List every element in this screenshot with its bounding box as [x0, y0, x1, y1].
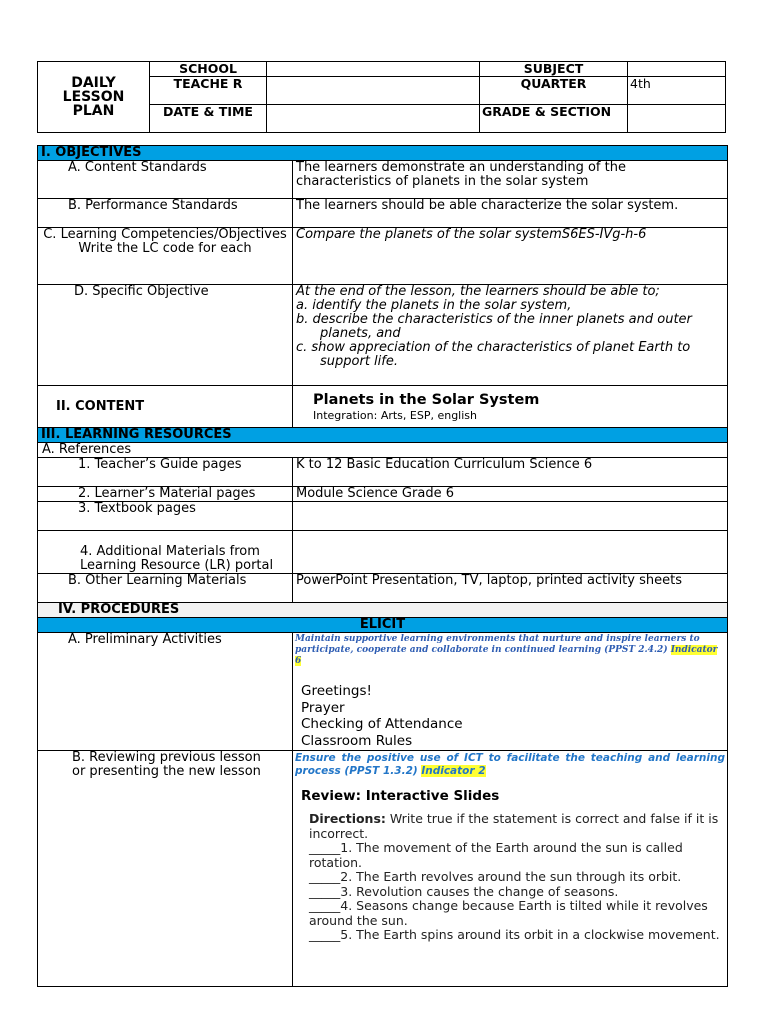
lesson-plan-table	[37, 145, 728, 987]
specific-objective-intro: At the end of the lesson, the learners should be able to;	[296, 284, 660, 299]
preliminary-item: Prayer	[301, 699, 345, 716]
review-statement: _____2. The Earth revolves around the sun through its orbit.	[309, 869, 682, 884]
date-time-value	[267, 105, 480, 133]
teacher-value	[267, 77, 480, 105]
subject-label: SUBJECT	[480, 62, 628, 77]
specific-objective-item: c. show appreciation of the characteristics of planet Earth to support life.	[296, 340, 691, 369]
specific-objective-item: b. describe the characteristics of the inner planets and outer planets, and	[296, 312, 692, 341]
textbook-label: 3. Textbook pages	[38, 502, 293, 531]
learners-material-value: Module Science Grade 6	[293, 487, 728, 502]
preliminary-item: Checking of Attendance	[301, 716, 463, 732]
content-standards-value: The learners demonstrate an understanding of the characteristics of planets in the solar system	[293, 161, 728, 199]
ppst-note-text: Ensure the positive use of ICT to facilitate the teaching and learning process (PPST 1.3.2)	[295, 752, 725, 777]
preliminary-list	[295, 683, 725, 749]
review-title: Review: Interactive Slides	[301, 788, 500, 804]
teachers-guide-label: 1. Teacher’s Guide pages	[38, 458, 293, 487]
ppst-note-text: Maintain supportive learning environments that nurture and inspire learners to participate, cooperate and collaborate in continued learning (PPST 2.4.2)	[295, 634, 700, 655]
content-integration: Integration: Arts, ESP, english	[313, 409, 477, 422]
subject-value	[628, 62, 726, 77]
ppst-note-indicator-6	[295, 634, 725, 667]
review-directions	[309, 812, 725, 943]
learners-material-label: 2. Learner’s Material pages	[38, 487, 293, 502]
specific-objective-item: a. identify the planets in the solar system,	[296, 298, 572, 313]
indicator-2-badge: Indicator 2	[421, 765, 486, 777]
grade-section-value	[628, 105, 726, 133]
specific-objective-list	[296, 299, 724, 369]
ppst-note-indicator-2	[295, 752, 725, 778]
grade-section-label: GRADE & SECTION	[480, 105, 628, 133]
reviewing-lesson-value	[293, 751, 728, 987]
review-statement: _____1. The movement of the Earth around the sun is called rotation.	[309, 840, 683, 870]
specific-objective-label: D. Specific Objective	[38, 285, 293, 386]
review-statement: _____3. Revolution causes the change of seasons.	[309, 883, 619, 899]
review-statement: _____5. The Earth spins around its orbit in a clockwise movement.	[309, 927, 720, 942]
indicator-6-badge: Indicator 6	[295, 645, 718, 666]
daily-lesson-plan-title: DAILY LESSON PLAN	[38, 62, 150, 133]
content-standards-label: A. Content Standards	[38, 161, 293, 199]
school-value	[267, 62, 480, 77]
objectives-heading: I. OBJECTIVES	[38, 146, 728, 161]
competencies-label	[38, 228, 293, 285]
textbook-value	[293, 502, 728, 531]
directions-label: Directions:	[309, 811, 386, 826]
other-materials-label: B. Other Learning Materials	[38, 574, 293, 603]
directions-text: Write true if the statement is correct and false if it is incorrect.	[309, 811, 719, 841]
teacher-label: TEACHE R	[150, 77, 267, 105]
performance-standards-value: The learners should be able characterize the solar system.	[293, 199, 728, 228]
preliminary-activities-label: A. Preliminary Activities	[38, 633, 293, 751]
learning-resources-heading: III. LEARNING RESOURCES	[38, 428, 728, 443]
other-materials-value: PowerPoint Presentation, TV, laptop, printed activity sheets	[293, 574, 728, 603]
references-label: A. References	[38, 443, 728, 458]
procedures-heading: IV. PROCEDURES	[38, 603, 728, 618]
content-title: Planets in the Solar System	[313, 392, 540, 408]
quarter-value: 4th	[628, 77, 726, 105]
date-time-label: DATE & TIME	[150, 105, 267, 133]
elicit-heading: ELICIT	[38, 618, 728, 633]
preliminary-item: Greetings!	[301, 683, 372, 699]
teachers-guide-value: K to 12 Basic Education Curriculum Science 6	[293, 458, 728, 487]
quarter-label: QUARTER	[480, 77, 628, 105]
content-value	[293, 386, 728, 428]
additional-materials-label: 4. Additional Materials from Learning Resource (LR) portal	[38, 531, 293, 574]
competencies-value: Compare the planets of the solar systemS6ES-IVg-h-6	[293, 228, 728, 285]
review-statement: _____4. Seasons change because Earth is tilted while it revolves around the sun.	[309, 898, 708, 928]
preliminary-activities-value	[293, 633, 728, 751]
content-label: II. CONTENT	[38, 386, 293, 428]
reviewing-lesson-label: B. Reviewing previous lesson or presenting the new lesson	[38, 751, 293, 987]
header-table	[37, 61, 726, 133]
performance-standards-label: B. Performance Standards	[38, 199, 293, 228]
school-label: SCHOOL	[150, 62, 267, 77]
competencies-label-text: C. Learning Competencies/Objectives	[43, 227, 287, 242]
specific-objective-value	[293, 285, 728, 386]
preliminary-item: Classroom Rules	[301, 732, 413, 749]
competencies-sublabel: Write the LC code for each	[78, 241, 252, 256]
additional-materials-value	[293, 531, 728, 574]
